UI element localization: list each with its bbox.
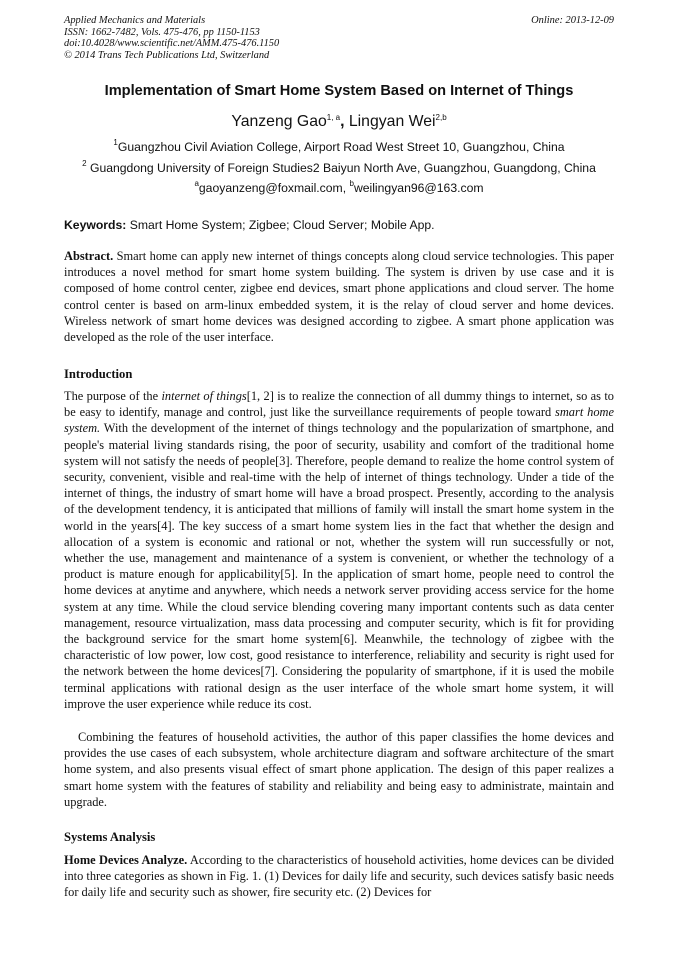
email-line [64,181,614,195]
journal-header [64,15,614,61]
issn-line: ISSN: 1662-7482, Vols. 475-476, pp 1150-1153 [64,26,260,38]
journal-name: Applied Mechanics and Materials [64,15,206,26]
affiliation-2 [64,161,614,175]
systems-analysis-heading: Systems Analysis [64,830,156,844]
introduction-paragraph-2: Combining the features of household activities, the author of this paper classifies the home devices and provides the use cases of each subsystem, whole architecture diagram and software architecture of the smart home system, and also presents visual effect of smart phone application. The design of this paper realizes a smart home system with the features of stability and reliability and being easy to administrate, maintain and upgrade. [64,730,614,809]
intro-text-c: With the development of the internet of things technology and the popularization of smartphone, and people's material living standards rising, the poor of security, usability and comfort of the traditional home system will not satisfy the needs of people[3]. Therefore, people demand to realize the home control system of security, convenient, visible and real-time with the help of internet of things technology. Under a tide of the internet of things, the industry of smart home will have a broad prospect. Presently, according to the analysis of the development tendency, it is anticipated that millions of family will install the smart home system in the world in the years[4]. The key success of a smart home system lies in the fact that whether the design and allocation of a system is economic and rational or not, whether the system will run successfully or not, whether the use, management and maintenance of a system is convenient, or whether the technology of a product is mature enough for applicability[5]. In the application of smart home, people need to control the home devices at anytime and anywhere, which needs a network server providing access service for the home system at any time. While the cloud service blending covering many important contents such as data center management, resource virtualization, mass data processing and computer security, which is fit for providing the background service for the smart home system[6]. Meanwhile, the technology of zigbee with the characteristic of low power, low cost, good resistance to interference, reliability and security is right used for the network between the home devices[7]. Considering the popularity of smartphone, if it is used the mobile terminal applications with rational design as the user interface of the whole smart home system, it will improve the user experience while reduce its cost. [64,421,614,711]
copyright-line: © 2014 Trans Tech Publications Ltd, Switzerland [64,49,270,61]
intro-emphasis-smart-home: smart home system. [64,405,614,436]
email-a[interactable]: gaoyanzeng@foxmail.com, [198,181,350,195]
home-devices-paragraph [64,852,614,901]
email-a-sup: a [194,179,199,188]
paper-title: Implementation of Smart Home System Based on Internet of Things [104,83,574,99]
keywords [64,218,614,232]
affiliation-2-sup: 2 [82,159,87,168]
author-1: Yanzeng Gao [231,113,327,130]
email-b[interactable]: weilingyan96@163.com [353,181,484,195]
author-line [64,113,614,131]
online-date: Online: 2013-12-09 [531,15,614,26]
abstract [64,248,614,345]
affiliation-1-text: Guangzhou Civil Aviation College, Airport Road West Street 10, Guangzhou, China [117,140,565,154]
home-devices-label: Home Devices Analyze. [64,853,188,867]
abstract-label: Abstract. [64,249,114,263]
doi-line: doi:10.4028/www.scientific.net/AMM.475-476.1150 [64,38,280,50]
author-2-sup: 2,b [435,113,447,122]
keywords-label: Keywords: [64,218,127,232]
keywords-text: Smart Home System; Zigbee; Cloud Server; Mobile App. [126,218,435,232]
introduction-paragraph-1 [64,388,614,712]
abstract-text: Smart home can apply new internet of things concepts along cloud service technologies. This paper introduces a novel method for smart home system building. The system is driven by use case and it is composed of home control center, zigbee end devices, smart phone applications and cloud server. The home control center is based on arm-linux embedded system, it is the relay of cloud server and home devices. Wireless network of smart home devices was designed according to zigbee. A smart phone application was developed as the role of the user interface. [64,249,614,345]
author-1-sup: 1, a [326,113,341,122]
affiliation-2-text: Guangdong University of Foreign Studies2 Baiyun North Ave, Guangzhou, Guangdong, China [89,161,596,175]
intro-emphasis-iot: internet of things [161,389,247,403]
author-separator: , [340,113,349,130]
introduction-heading: Introduction [64,367,133,381]
intro-text-b: [1, 2] is to realize the connection of all dummy things to internet, so as to be easy to identify, manage and control, just like the surveillance requirements of people toward [64,389,615,420]
email-b-sup: b [349,179,354,188]
affiliation-1 [64,140,614,154]
intro-text-a: The purpose of the [64,389,162,403]
author-2: Lingyan Wei [348,113,436,130]
affiliation-1-sup: 1 [113,138,118,147]
home-devices-text: According to the characteristics of household activities, home devices can be divided into three categories as shown in Fig. 1. (1) Devices for daily life and security, such devices satisfy basic needs for daily life and security such as shower, fire security etc. (2) Devices for [64,853,614,900]
